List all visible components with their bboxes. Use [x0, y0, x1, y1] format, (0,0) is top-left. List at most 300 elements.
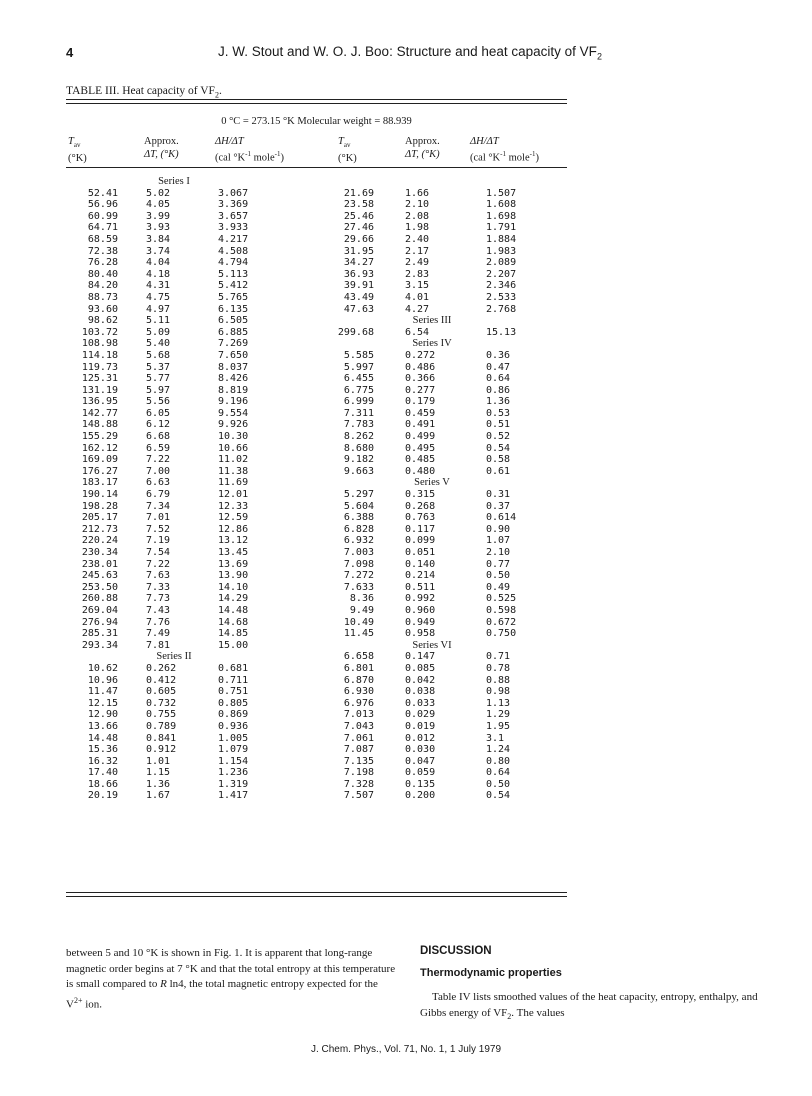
header-dhdt-sup-b: -1: [274, 150, 281, 158]
table-cell: 7.63: [146, 570, 171, 582]
series-label: [136, 605, 212, 617]
table-cell: 5.09: [146, 326, 171, 338]
table-cell: 1.98: [405, 222, 430, 234]
table-cell: 0.88: [486, 674, 511, 686]
table-cell: 0.614: [486, 512, 517, 524]
series-label: [136, 709, 212, 721]
series-label: [394, 419, 470, 431]
series-label: [136, 385, 212, 397]
header-approx-left: [144, 135, 179, 161]
table-cell: 0.751: [218, 686, 249, 698]
header-dhdt-line1: ΔH/ΔT: [470, 136, 499, 147]
series-label: [136, 663, 212, 675]
table-cell: [68, 176, 118, 188]
table-cell: 17.40: [87, 767, 118, 779]
series-label: [136, 582, 212, 594]
column-series-labels-right: [394, 176, 470, 802]
series-label: [394, 559, 470, 571]
table-cell: 34.27: [343, 257, 374, 269]
table-cell: 169.09: [81, 454, 118, 466]
series-label: [394, 257, 470, 269]
series-label: [394, 790, 470, 802]
table-cell: 0.50: [486, 778, 511, 790]
table-cell: 13.69: [218, 558, 249, 570]
series-label: [136, 744, 212, 756]
table-cell: 0.61: [486, 465, 511, 477]
series-label: [136, 222, 212, 234]
table-cell: 23.58: [343, 199, 374, 211]
table-cell: 0.277: [405, 384, 436, 396]
table-cell: 0.033: [405, 697, 436, 709]
table-cell: 2.10: [486, 547, 511, 558]
header-dhdt-unit-b: mole: [251, 152, 275, 164]
running-head-subscript: 2: [596, 51, 602, 62]
table-cell: 16.32: [87, 755, 118, 767]
series-label: [394, 246, 470, 258]
table-cell: 0.841: [146, 732, 177, 744]
table-cell: 18.66: [87, 778, 118, 790]
running-head-text: J. W. Stout and W. O. J. Boo: Structure and heat capacity of VF: [218, 44, 597, 59]
table-subtitle: 0 °C = 273.15 °K Molecular weight = 88.939: [221, 116, 412, 127]
journal-footer: J. Chem. Phys., Vol. 71, No. 1, 1 July 1979: [310, 1044, 502, 1055]
header-tav-left: [68, 135, 87, 165]
page-number: 4: [66, 45, 74, 60]
table-cell: 6.505: [218, 315, 249, 327]
series-label: [394, 651, 470, 663]
series-label: [136, 767, 212, 779]
table-cell: 1.29: [486, 709, 511, 721]
table-cell: 0.019: [405, 720, 436, 732]
table-cell: [320, 338, 374, 350]
table-cell: 4.31: [146, 280, 171, 292]
table-cell: 98.62: [87, 315, 118, 327]
table-cell: [486, 176, 526, 188]
table-cell: 11.02: [218, 454, 249, 466]
table-cell: 6.63: [146, 477, 171, 489]
series-label: [394, 199, 470, 211]
table-cell: 0.117: [405, 523, 436, 535]
table-cell: [320, 315, 374, 327]
section-heading-discussion: DISCUSSION: [420, 945, 492, 957]
table-cell: 0.366: [405, 373, 436, 385]
table-cell: 0.52: [486, 431, 511, 443]
table-cell: 4.04: [146, 257, 171, 269]
table-cell: 0.37: [486, 500, 511, 512]
table-cell: 1.36: [486, 396, 511, 408]
table-cell: 0.992: [405, 593, 436, 605]
table-cell: 5.37: [146, 361, 171, 373]
series-label: [136, 408, 212, 420]
series-label: [136, 362, 212, 374]
series-label: [136, 257, 212, 269]
table-cell: 4.27: [405, 303, 430, 315]
body-text-right: [420, 990, 770, 1024]
table-cell: 14.68: [218, 616, 249, 628]
table-cell: 1.07: [486, 535, 511, 547]
table-cell: 3.369: [218, 199, 249, 211]
series-label: [136, 338, 212, 350]
table-cell: 8.426: [218, 373, 249, 385]
header-dhdt-unit-c: ): [535, 152, 539, 164]
table-cell: 10.62: [87, 662, 118, 674]
table-cell: [486, 315, 526, 327]
table-cell: 103.72: [81, 326, 118, 338]
table-cell: 0.755: [146, 709, 177, 721]
table-cell: 1.507: [486, 187, 517, 199]
table-cell: 5.604: [343, 500, 374, 512]
table-cell: 0.78: [486, 662, 511, 674]
table-cell: 80.40: [87, 268, 118, 280]
table-cell: 131.19: [81, 384, 118, 396]
table-cell: 2.83: [405, 268, 430, 280]
header-dhdt-unit-a: (cal °K: [470, 152, 501, 164]
table-cell: 3.933: [218, 222, 249, 234]
table-cell: 10.30: [218, 431, 249, 443]
table-cell: 27.46: [343, 222, 374, 234]
table-cell: 0.480: [405, 465, 436, 477]
series-label: [394, 280, 470, 292]
table-cell: 6.801: [343, 662, 374, 674]
table-cell: 0.598: [486, 604, 517, 616]
header-approx-line2: ΔT, (°K): [405, 149, 440, 160]
table-cell: 2.10: [405, 199, 430, 211]
table-cell: 5.56: [146, 396, 171, 408]
series-label: [136, 304, 212, 316]
table-cell: 6.135: [218, 303, 249, 315]
table-cell: 31.95: [343, 245, 374, 257]
table-cell: 0.047: [405, 755, 436, 767]
table-cell: [320, 640, 374, 652]
series-label: [394, 431, 470, 443]
series-label: [136, 640, 212, 652]
table-cell: 7.311: [343, 407, 374, 419]
table-cell: 0.038: [405, 686, 436, 698]
table-cell: 5.68: [146, 349, 171, 361]
table-cell: 0.77: [486, 558, 511, 570]
table-cell: 0.495: [405, 442, 436, 454]
series-label: [136, 466, 212, 478]
table-cell: 0.58: [486, 454, 511, 466]
series-label: [136, 512, 212, 524]
column-series-labels-left: [136, 176, 212, 802]
table-cell: 0.179: [405, 396, 436, 408]
table-cell: 9.49: [349, 604, 374, 616]
header-dhdt-unit-a: (cal °K: [215, 152, 246, 164]
table-cell: 0.789: [146, 720, 177, 732]
series-label: [136, 199, 212, 211]
series-label: [136, 373, 212, 385]
series-label: [394, 373, 470, 385]
table-cell: 1.95: [486, 720, 511, 732]
table-cell: 0.750: [486, 628, 517, 640]
series-label: [394, 721, 470, 733]
table-cell: 10.49: [343, 616, 374, 628]
table-top-rule-2: [66, 103, 567, 104]
series-label: [394, 234, 470, 246]
table-cell: 9.196: [218, 396, 249, 408]
table-cell: 238.01: [81, 558, 118, 570]
series-label: [136, 790, 212, 802]
series-label: [394, 501, 470, 513]
table-cell: 6.932: [343, 535, 374, 547]
series-label: [136, 234, 212, 246]
table-cell: 7.633: [343, 581, 374, 593]
table-cell: 7.22: [146, 558, 171, 570]
header-dhdt-unit-b: mole: [506, 152, 530, 164]
header-dhdt-line1: ΔH/ΔT: [215, 136, 244, 147]
table-cell: 15.36: [87, 744, 118, 756]
table-cell: 7.54: [146, 547, 171, 558]
series-label: [394, 443, 470, 455]
table-cell: 4.508: [218, 245, 249, 257]
table-cell: [218, 176, 258, 188]
table-caption-subscript: 2: [214, 90, 219, 100]
table-cell: 14.48: [87, 732, 118, 744]
table-cell: 8.037: [218, 361, 249, 373]
table-cell: 6.54: [405, 326, 430, 338]
header-dhdt-sup-a: -1: [500, 150, 506, 158]
table-cell: 0.711: [218, 674, 249, 686]
table-cell: 25.46: [343, 210, 374, 222]
table-cell: 0.958: [405, 628, 436, 640]
table-cell: 0.262: [146, 662, 177, 674]
table-cell: 4.75: [146, 291, 171, 303]
series-label: [136, 350, 212, 362]
table-cell: 0.268: [405, 500, 436, 512]
table-cell: 220.24: [81, 535, 118, 547]
table-cell: 6.828: [343, 523, 374, 535]
table-cell: 230.34: [81, 547, 118, 558]
series-label: [136, 559, 212, 571]
table-cell: 5.297: [343, 489, 374, 501]
table-cell: 12.86: [218, 523, 249, 535]
series-label: [136, 535, 212, 547]
table-cell: 0.459: [405, 407, 436, 419]
table-cell: 3.067: [218, 187, 249, 199]
table-cell: 114.18: [81, 349, 118, 361]
table-cell: 1.01: [146, 755, 171, 767]
table-cell: 1.66: [405, 187, 430, 199]
body-text-left: [66, 946, 396, 1013]
header-rule: [66, 167, 567, 168]
table-cell: 7.198: [343, 767, 374, 779]
table-cell: 36.93: [343, 268, 374, 280]
series-label: [394, 617, 470, 629]
series-label: [394, 686, 470, 698]
table-cell: 2.49: [405, 257, 430, 269]
table-cell: 2.346: [486, 280, 517, 292]
table-cell: 4.18: [146, 268, 171, 280]
table-cell: 6.79: [146, 489, 171, 501]
table-cell: 0.525: [486, 593, 517, 605]
table-cell: 0.71: [486, 651, 511, 663]
table-cell: 7.01: [146, 512, 171, 524]
table-cell: 7.43: [146, 604, 171, 616]
table-cell: 9.926: [218, 419, 249, 431]
table-cell: 1.983: [486, 245, 517, 257]
header-tav-unit: (°K): [68, 153, 87, 165]
table-cell: 5.585: [343, 349, 374, 361]
header-tav-right: [338, 135, 357, 165]
header-tav-symbol: T: [338, 136, 344, 147]
series-label: [136, 315, 212, 327]
table-cell: 276.94: [81, 616, 118, 628]
series-label: [136, 489, 212, 501]
series-label: [394, 176, 470, 188]
header-approx-line1: Approx.: [144, 136, 179, 147]
series-label: [394, 628, 470, 640]
series-label: [394, 663, 470, 675]
table-cell: 7.272: [343, 570, 374, 582]
table-cell: 0.412: [146, 674, 177, 686]
table-cell: 7.22: [146, 454, 171, 466]
header-tav-unit: (°K): [338, 153, 357, 165]
table-cell: 4.217: [218, 233, 249, 245]
table-bottom-rule-1: [66, 892, 567, 893]
table-cell: 293.34: [81, 639, 118, 651]
table-cell: 253.50: [81, 581, 118, 593]
table-cell: 7.52: [146, 523, 171, 535]
table-cell: 0.86: [486, 384, 511, 396]
table-cell: 1.13: [486, 697, 511, 709]
table-cell: 212.73: [81, 523, 118, 535]
table-caption-text: TABLE III. Heat capacity of VF: [66, 85, 215, 97]
table-cell: 0.051: [405, 547, 436, 558]
series-label: [394, 570, 470, 582]
table-cell: 6.59: [146, 442, 171, 454]
table-cell: 0.140: [405, 558, 436, 570]
table-cell: 148.88: [81, 419, 118, 431]
table-cell: 7.33: [146, 581, 171, 593]
series-label: Series V: [414, 477, 450, 489]
table-cell: 2.533: [486, 291, 517, 303]
table-cell: 0.672: [486, 616, 517, 628]
table-cell: 245.63: [81, 570, 118, 582]
table-cell: 0.214: [405, 570, 436, 582]
table-cell: 88.73: [87, 291, 118, 303]
table-cell: [320, 477, 374, 489]
body-right-subscript: 2: [507, 1011, 512, 1021]
table-cell: 0.315: [405, 489, 436, 501]
table-cell: 12.01: [218, 489, 249, 501]
series-label: [394, 605, 470, 617]
table-cell: 0.486: [405, 361, 436, 373]
table-cell: 2.768: [486, 303, 517, 315]
series-label: [136, 721, 212, 733]
table-cell: 0.64: [486, 767, 511, 779]
table-cell: 1.005: [218, 732, 249, 744]
series-label: [394, 327, 470, 339]
table-cell: 260.88: [81, 593, 118, 605]
series-label: [136, 419, 212, 431]
table-cell: 142.77: [81, 407, 118, 419]
table-cell: 5.412: [218, 280, 249, 292]
column-tav-right: [320, 176, 374, 802]
body-left-text-2: ln4, the total magnetic entropy expected for the V: [66, 978, 378, 1011]
table-cell: 1.608: [486, 199, 517, 211]
table-cell: 136.95: [81, 396, 118, 408]
table-cell: 12.90: [87, 709, 118, 721]
body-left-text-1: between 5 and 10 °K is shown in Fig. 1. It is apparent that long-range magnetic order begins at 7 °K and that the total entropy at this temperature is small compared to: [66, 947, 396, 990]
series-label: [394, 675, 470, 687]
table-cell: 4.05: [146, 199, 171, 211]
series-label: [394, 582, 470, 594]
series-label: [394, 222, 470, 234]
table-cell: 0.030: [405, 744, 436, 756]
series-label: [136, 443, 212, 455]
table-cell: 0.012: [405, 732, 436, 744]
table-cell: 155.29: [81, 431, 118, 443]
table-cell: 1.791: [486, 222, 517, 234]
table-cell: 108.98: [81, 338, 118, 350]
series-label: [136, 211, 212, 223]
series-label: Series II: [156, 651, 192, 663]
column-tav-left: [68, 176, 118, 802]
table-cell: 4.794: [218, 257, 249, 269]
table-cell: 0.936: [218, 720, 249, 732]
table-cell: 125.31: [81, 373, 118, 385]
table-cell: 2.207: [486, 268, 517, 280]
table-cell: 205.17: [81, 512, 118, 524]
series-label: Series I: [158, 176, 190, 187]
series-label: [136, 396, 212, 408]
table-cell: 285.31: [81, 628, 118, 640]
table-cell: 12.33: [218, 500, 249, 512]
series-label: [136, 698, 212, 710]
header-tav-subscript: av: [343, 141, 351, 150]
table-cell: 15.00: [218, 639, 249, 651]
table-cell: 5.02: [146, 187, 171, 199]
table-cell: 2.08: [405, 210, 430, 222]
table-cell: 7.650: [218, 349, 249, 361]
table-cell: 0.90: [486, 523, 511, 535]
series-label: [394, 779, 470, 791]
table-cell: 176.27: [81, 465, 118, 477]
table-cell: 0.200: [405, 790, 436, 802]
table-cell: 13.12: [218, 535, 249, 547]
table-cell: 7.135: [343, 755, 374, 767]
table-cell: [68, 651, 118, 663]
table-cell: 7.507: [343, 790, 374, 802]
series-label: [394, 385, 470, 397]
column-dhdt-left: [218, 176, 258, 802]
column-dhdt-right: [486, 176, 526, 802]
header-dhdt-sup-a: -1: [245, 150, 251, 158]
table-cell: 7.013: [343, 709, 374, 721]
table-cell: 0.763: [405, 512, 436, 524]
table-cell: 183.17: [81, 477, 118, 489]
series-label: [136, 570, 212, 582]
header-tav-subscript: av: [73, 141, 81, 150]
series-label: [394, 396, 470, 408]
table-cell: 162.12: [81, 442, 118, 454]
table-cell: 1.154: [218, 755, 249, 767]
table-cell: 0.47: [486, 361, 511, 373]
table-cell: 7.061: [343, 732, 374, 744]
table-cell: 7.49: [146, 628, 171, 640]
series-label: [394, 304, 470, 316]
table-cell: 0.960: [405, 604, 436, 616]
table-cell: 1.15: [146, 767, 171, 779]
table-cell: 9.663: [343, 465, 374, 477]
series-label: [394, 269, 470, 281]
body-left-superscript: 2+: [73, 995, 83, 1005]
header-tav-symbol: T: [68, 136, 74, 147]
table-cell: 6.455: [343, 373, 374, 385]
table-cell: 6.976: [343, 697, 374, 709]
table-cell: 198.28: [81, 500, 118, 512]
table-cell: 0.54: [486, 790, 511, 802]
